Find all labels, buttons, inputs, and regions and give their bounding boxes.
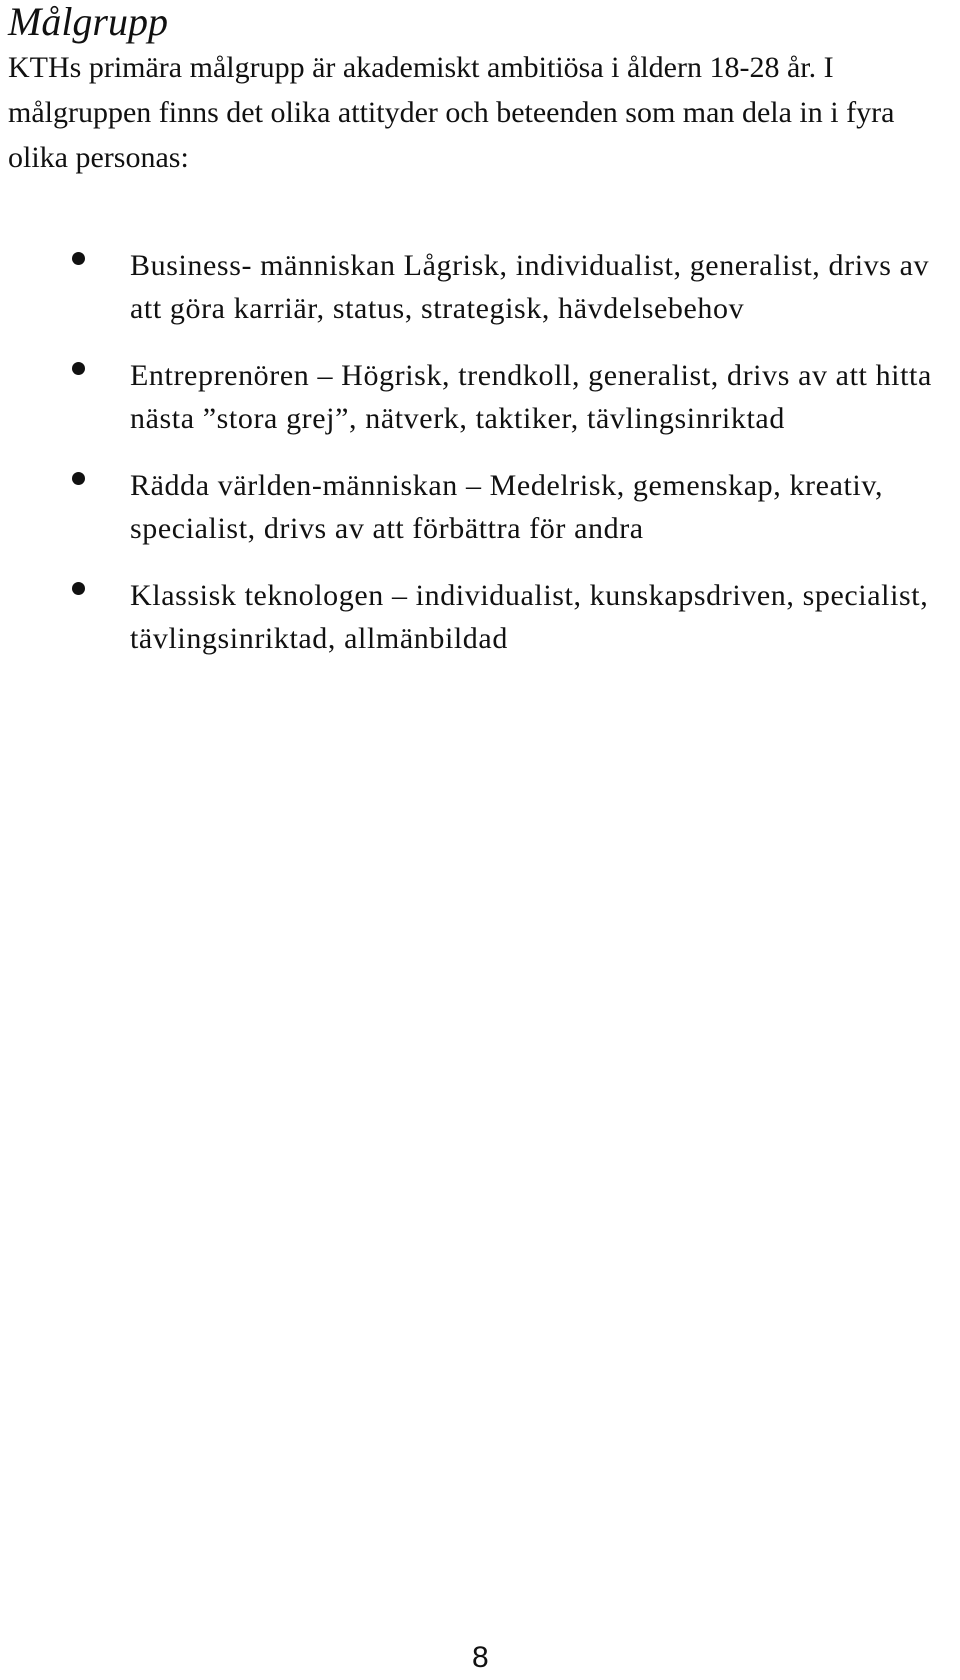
bullet-icon bbox=[72, 252, 85, 265]
bullet-icon bbox=[72, 472, 85, 485]
section-heading: Målgrupp bbox=[8, 0, 168, 44]
bullet-icon bbox=[72, 362, 85, 375]
persona-text: Klassisk teknologen – individualist, kunskapsdriven, specialist, tävlingsinriktad, allmänbildad bbox=[130, 579, 929, 655]
persona-text: Entreprenören – Högrisk, trendkoll, generalist, drivs av att hitta nästa ”stora grej”, nätverk, taktiker, tävlingsinriktad bbox=[130, 359, 932, 435]
intro-paragraph: KTHs primära målgrupp är akademiskt ambitiösa i åldern 18-28 år. I målgruppen finns det olika attityder och beteenden som man dela in i fyra olika personas: bbox=[8, 51, 895, 174]
persona-list bbox=[0, 244, 960, 684]
page-number: 8 bbox=[472, 1641, 489, 1674]
persona-item-entrepreneur bbox=[0, 354, 960, 440]
bullet-icon bbox=[72, 582, 85, 595]
persona-text: Rädda världen-människan – Medelrisk, gemenskap, kreativ, specialist, drivs av att förbättra för andra bbox=[130, 469, 884, 545]
persona-text: Business- människan Lågrisk, individualist, generalist, drivs av att göra karriär, status, strategisk, hävdelsebehov bbox=[130, 249, 930, 325]
persona-item-save-the-world bbox=[0, 464, 960, 550]
persona-item-technologist bbox=[0, 574, 960, 660]
persona-item-business bbox=[0, 244, 960, 330]
